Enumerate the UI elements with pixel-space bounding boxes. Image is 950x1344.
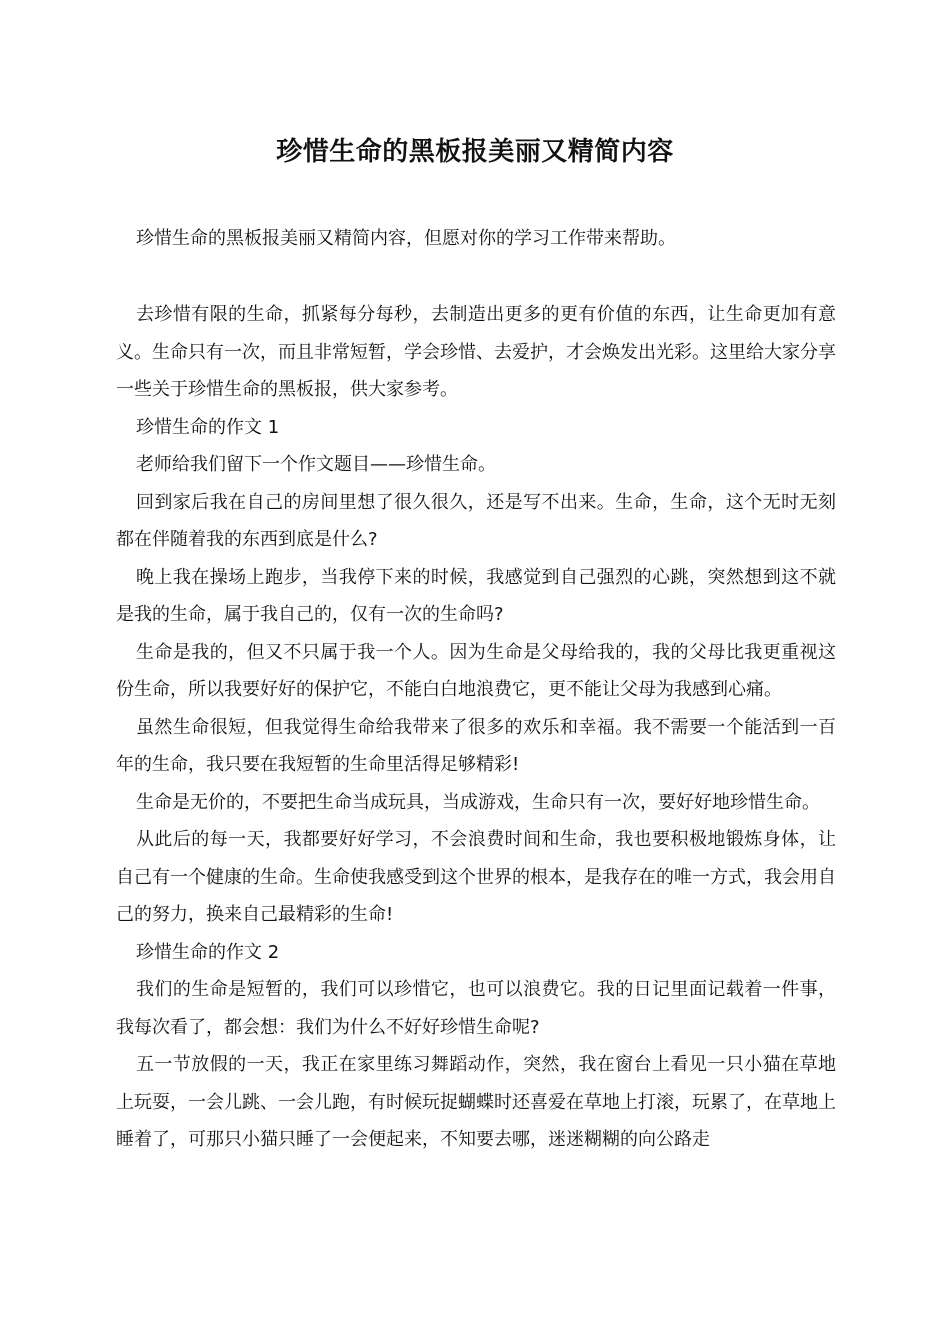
paragraph: 去珍惜有限的生命，抓紧每分每秒，去制造出更多的更有价值的东西，让生命更加有意义。生命只有一次，而且非常短暂，学会珍惜、去爱护，才会焕发出光彩。这里给大家分享一些关于珍惜生命的黑板报，供大家参考。 <box>116 304 836 400</box>
paragraph: 晚上我在操场上跑步，当我停下来的时候，我感觉到自己强烈的心跳，突然想到这不就是我的生命，属于我自己的，仅有一次的生命吗? <box>116 566 836 625</box>
section-heading-essay-2: 珍惜生命的作文 2 <box>136 941 280 963</box>
paragraph: 从此后的每一天，我都要好好学习，不会浪费时间和生命，我也要积极地锻炼身体，让自己有一个健康的生命。生命使我感受到这个世界的根本，是我存在的唯一方式，我会用自己的努力，换来自己最精彩的生命! <box>116 829 836 925</box>
intro-paragraph: 珍惜生命的黑板报美丽又精简内容，但愿对你的学习工作带来帮助。 <box>136 228 676 249</box>
section-heading-essay-1: 珍惜生命的作文 1 <box>136 416 280 438</box>
paragraph: 虽然生命很短，但我觉得生命给我带来了很多的欢乐和幸福。我不需要一个能活到一百年的生命，我只要在我短暂的生命里活得足够精彩! <box>116 716 836 775</box>
paragraph: 生命是无价的，不要把生命当成玩具，当成游戏，生命只有一次，要好好地珍惜生命。 <box>136 791 820 813</box>
paragraph: 回到家后我在自己的房间里想了很久很久，还是写不出来。生命，生命，这个无时无刻都在伴随着我的东西到底是什么? <box>116 491 836 550</box>
paragraph: 老师给我们留下一个作文题目——珍惜生命。 <box>136 454 496 475</box>
document-title: 珍惜生命的黑板报美丽又精简内容 <box>276 137 674 167</box>
document-body <box>116 296 836 1159</box>
paragraph: 生命是我的，但又不只属于我一个人。因为生命是父母给我的，我的父母比我更重视这份生命，所以我要好好的保护它，不能白白地浪费它，更不能让父母为我感到心痛。 <box>116 641 836 700</box>
paragraph: 五一节放假的一天，我正在家里练习舞蹈动作，突然，我在窗台上看见一只小猫在草地上玩耍，一会儿跳、一会儿跑，有时候玩捉蝴蝶时还喜爱在草地上打滚，玩累了，在草地上睡着了，可那只小猫只睡了一会便起来，不知要去哪，迷迷糊糊的向公路走 <box>116 1054 836 1150</box>
paragraph: 我们的生命是短暂的，我们可以珍惜它，也可以浪费它。我的日记里面记载着一件事，我每次看了，都会想：我们为什么不好好珍惜生命呢? <box>116 979 836 1038</box>
